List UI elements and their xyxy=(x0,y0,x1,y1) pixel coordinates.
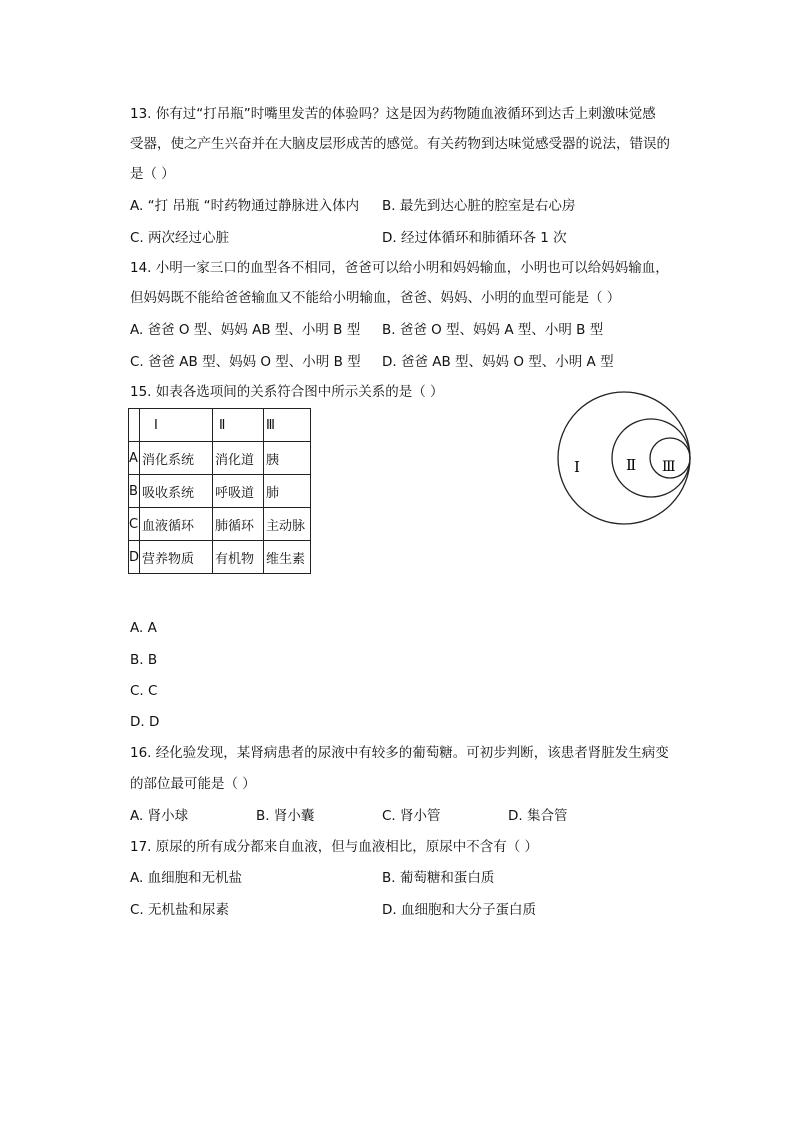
nested-circles-diagram xyxy=(556,390,692,526)
q13-option-a: A. “打 吊瓶 “时药物通过静脉进入体内 xyxy=(130,198,360,214)
table-cell: D xyxy=(129,541,140,574)
q15-option-a: A. A xyxy=(130,620,157,636)
q15-option-c: C. C xyxy=(130,683,158,699)
q13-stem-line-2: 受器，使之产生兴奋并在大脑皮层形成苦的感觉。有关药物到达味觉感受器的说法，错误的 xyxy=(130,136,670,152)
table-header-cell xyxy=(129,409,140,442)
q16-option-b: B. 肾小囊 xyxy=(256,808,315,824)
middle-circle-label: Ⅱ xyxy=(626,456,637,474)
q15-option-d: D. D xyxy=(130,714,160,730)
table-header-cell: Ⅱ xyxy=(213,409,264,442)
q16-option-d: D. 集合管 xyxy=(508,808,568,824)
table-cell: 吸收系统 xyxy=(140,475,213,508)
table-cell: A xyxy=(129,442,140,475)
table-cell: 营养物质 xyxy=(140,541,213,574)
q14-option-b: B. 爸爸 O 型、妈妈 A 型、小明 B 型 xyxy=(382,322,604,338)
table-row xyxy=(129,541,311,574)
q14-option-d: D. 爸爸 AB 型、妈妈 O 型、小明 A 型 xyxy=(382,354,614,370)
table-header-cell: Ⅰ xyxy=(140,409,213,442)
table-cell: 胰 xyxy=(264,442,311,475)
q16-stem-line-1: 16. 经化验发现，某肾病患者的尿液中有较多的葡萄糖。可初步判断，该患者肾脏发生病变 xyxy=(130,745,669,761)
q17-option-a: A. 血细胞和无机盐 xyxy=(130,870,243,886)
table-row xyxy=(129,475,311,508)
q14-stem-line-1: 14. 小明一家三口的血型各不相同，爸爸可以给小明和妈妈输血，小明也可以给妈妈输血， xyxy=(130,260,669,276)
table-cell: 呼吸道 xyxy=(213,475,264,508)
table-cell: B xyxy=(129,475,140,508)
table-row xyxy=(129,508,311,541)
middle-circle xyxy=(612,419,690,497)
q17-option-d: D. 血细胞和大分子蛋白质 xyxy=(382,902,536,918)
q15-option-b: B. B xyxy=(130,652,158,668)
q16-option-a: A. 肾小球 xyxy=(130,808,189,824)
q16-option-c: C. 肾小管 xyxy=(382,808,441,824)
table-row xyxy=(129,442,311,475)
q13-option-c: C. 两次经过心脏 xyxy=(130,230,230,246)
q15-stem: 15. 如表各选项间的关系符合图中所示关系的是（ ） xyxy=(130,384,444,400)
table-cell: 主动脉 xyxy=(264,508,311,541)
table-cell: C xyxy=(129,508,140,541)
q13-option-d: D. 经过体循环和肺循环各 1 次 xyxy=(382,230,567,246)
relation-table xyxy=(128,408,311,574)
q14-option-c: C. 爸爸 AB 型、妈妈 O 型、小明 B 型 xyxy=(130,354,361,370)
q13-stem-line-1: 13. 你有过“打吊瓶”时嘴里发苦的体验吗？这是因为药物随血液循环到达舌上刺激味觉感 xyxy=(130,106,656,122)
q13-option-b: B. 最先到达心脏的腔室是右心房 xyxy=(382,198,576,214)
table-cell: 肺 xyxy=(264,475,311,508)
table-cell: 消化系统 xyxy=(140,442,213,475)
table-cell: 有机物 xyxy=(213,541,264,574)
q17-option-c: C. 无机盐和尿素 xyxy=(130,902,230,918)
table-cell: 血液循环 xyxy=(140,508,213,541)
q14-stem-line-2: 但妈妈既不能给爸爸输血又不能给小明输血，爸爸、妈妈、小明的血型可能是（ ） xyxy=(130,290,621,306)
q13-stem-line-3: 是（ ） xyxy=(130,166,175,182)
table-cell: 维生素 xyxy=(264,541,311,574)
table-cell: 消化道 xyxy=(213,442,264,475)
q17-option-b: B. 葡萄糖和蛋白质 xyxy=(382,870,495,886)
table-header-row xyxy=(129,409,311,442)
q17-stem: 17. 原尿的所有成分都来自血液，但与血液相比，原尿中不含有（ ） xyxy=(130,839,539,855)
inner-circle-label: Ⅲ xyxy=(662,459,676,475)
table-header-cell: Ⅲ xyxy=(264,409,311,442)
table-cell: 肺循环 xyxy=(213,508,264,541)
q16-stem-line-2: 的部位最可能是（ ） xyxy=(130,776,256,792)
q14-option-a: A. 爸爸 O 型、妈妈 AB 型、小明 B 型 xyxy=(130,322,361,338)
outer-circle-label: Ⅰ xyxy=(574,458,580,476)
